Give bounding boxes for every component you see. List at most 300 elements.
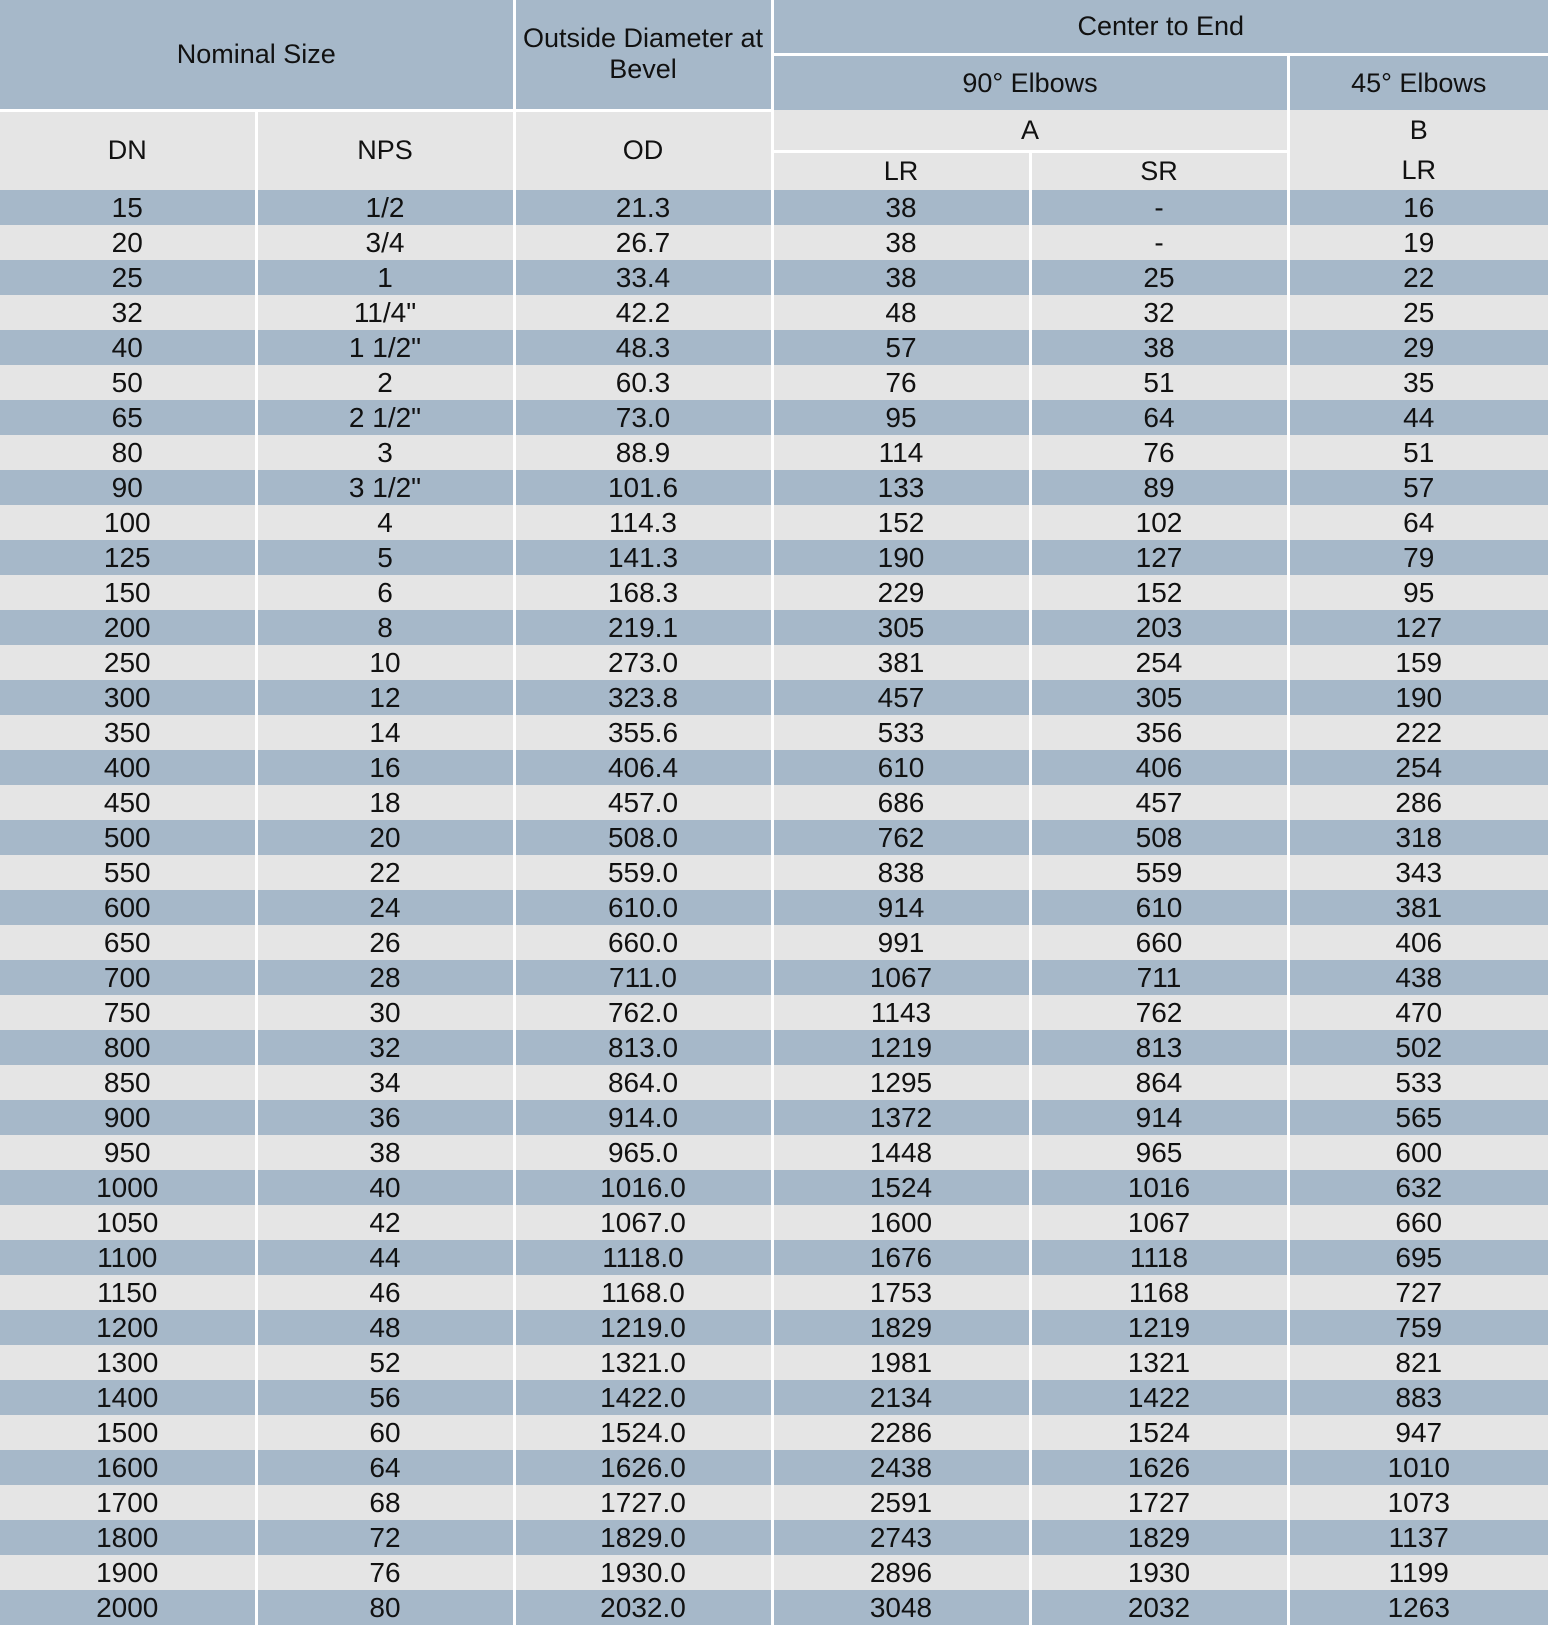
cell-dn: 300 xyxy=(0,680,256,715)
cell-90-lr: 305 xyxy=(772,610,1030,645)
cell-90-lr: 1219 xyxy=(772,1030,1030,1065)
table-row xyxy=(0,260,1548,295)
cell-45-lr: 438 xyxy=(1288,960,1548,995)
cell-45-lr: 1199 xyxy=(1288,1555,1548,1590)
table-header xyxy=(0,0,1548,190)
table-row xyxy=(0,1065,1548,1100)
cell-nps: 30 xyxy=(256,995,514,1030)
cell-45-lr: 759 xyxy=(1288,1310,1548,1345)
cell-od: 711.0 xyxy=(514,960,772,995)
cell-45-lr: 502 xyxy=(1288,1030,1548,1065)
cell-nps: 64 xyxy=(256,1450,514,1485)
cell-nps: 40 xyxy=(256,1170,514,1205)
cell-45-lr: 470 xyxy=(1288,995,1548,1030)
cell-90-sr: 508 xyxy=(1030,820,1288,855)
cell-od: 660.0 xyxy=(514,925,772,960)
table-row xyxy=(0,1345,1548,1380)
table-row xyxy=(0,750,1548,785)
cell-90-sr: 457 xyxy=(1030,785,1288,820)
cell-od: 273.0 xyxy=(514,645,772,680)
cell-od: 114.3 xyxy=(514,505,772,540)
table-row xyxy=(0,645,1548,680)
cell-nps: 16 xyxy=(256,750,514,785)
cell-nps: 20 xyxy=(256,820,514,855)
cell-90-lr: 3048 xyxy=(772,1590,1030,1625)
table-row xyxy=(0,1520,1548,1555)
cell-45-lr: 222 xyxy=(1288,715,1548,750)
cell-45-lr: 64 xyxy=(1288,505,1548,540)
cell-90-lr: 229 xyxy=(772,575,1030,610)
cell-dn: 1000 xyxy=(0,1170,256,1205)
cell-od: 1067.0 xyxy=(514,1205,772,1240)
cell-90-lr: 38 xyxy=(772,225,1030,260)
cell-nps: 22 xyxy=(256,855,514,890)
cell-45-lr: 632 xyxy=(1288,1170,1548,1205)
cell-od: 21.3 xyxy=(514,190,772,225)
cell-od: 88.9 xyxy=(514,435,772,470)
cell-nps: 46 xyxy=(256,1275,514,1310)
table-row xyxy=(0,1240,1548,1275)
cell-90-sr: 1067 xyxy=(1030,1205,1288,1240)
cell-od: 1168.0 xyxy=(514,1275,772,1310)
cell-dn: 40 xyxy=(0,330,256,365)
cell-dn: 900 xyxy=(0,1100,256,1135)
cell-45-lr: 79 xyxy=(1288,540,1548,575)
cell-45-lr: 25 xyxy=(1288,295,1548,330)
header-outside-diameter: Outside Diameter at Bevel xyxy=(514,0,772,110)
table-row xyxy=(0,715,1548,750)
cell-45-lr: 29 xyxy=(1288,330,1548,365)
cell-90-sr: - xyxy=(1030,225,1288,260)
table-row xyxy=(0,505,1548,540)
cell-45-lr: 381 xyxy=(1288,890,1548,925)
table-row xyxy=(0,785,1548,820)
cell-nps: 10 xyxy=(256,645,514,680)
cell-nps: 1 xyxy=(256,260,514,295)
cell-45-lr: 1073 xyxy=(1288,1485,1548,1520)
cell-od: 813.0 xyxy=(514,1030,772,1065)
table-row xyxy=(0,680,1548,715)
cell-dn: 1400 xyxy=(0,1380,256,1415)
header-dn: DN xyxy=(0,110,256,190)
cell-45-lr: 600 xyxy=(1288,1135,1548,1170)
cell-nps: 56 xyxy=(256,1380,514,1415)
cell-dn: 32 xyxy=(0,295,256,330)
cell-90-sr: 127 xyxy=(1030,540,1288,575)
cell-od: 2032.0 xyxy=(514,1590,772,1625)
cell-90-lr: 1676 xyxy=(772,1240,1030,1275)
cell-od: 1016.0 xyxy=(514,1170,772,1205)
table-row xyxy=(0,1380,1548,1415)
table-row xyxy=(0,330,1548,365)
cell-od: 1219.0 xyxy=(514,1310,772,1345)
header-a-sr: SR xyxy=(1030,152,1288,191)
cell-od: 1321.0 xyxy=(514,1345,772,1380)
header-b-lr: LR xyxy=(1288,152,1548,191)
header-center-to-end: Center to End xyxy=(772,0,1548,55)
cell-od: 1524.0 xyxy=(514,1415,772,1450)
header-a: A xyxy=(772,110,1288,152)
cell-od: 406.4 xyxy=(514,750,772,785)
cell-nps: 38 xyxy=(256,1135,514,1170)
cell-dn: 450 xyxy=(0,785,256,820)
cell-nps: 42 xyxy=(256,1205,514,1240)
cell-90-sr: 1524 xyxy=(1030,1415,1288,1450)
cell-90-lr: 48 xyxy=(772,295,1030,330)
cell-90-sr: 1016 xyxy=(1030,1170,1288,1205)
cell-dn: 850 xyxy=(0,1065,256,1100)
cell-dn: 650 xyxy=(0,925,256,960)
table-row xyxy=(0,1555,1548,1590)
cell-dn: 15 xyxy=(0,190,256,225)
cell-nps: 14 xyxy=(256,715,514,750)
cell-od: 48.3 xyxy=(514,330,772,365)
cell-od: 508.0 xyxy=(514,820,772,855)
cell-90-lr: 190 xyxy=(772,540,1030,575)
cell-90-lr: 1143 xyxy=(772,995,1030,1030)
cell-dn: 500 xyxy=(0,820,256,855)
cell-nps: 3 xyxy=(256,435,514,470)
cell-dn: 250 xyxy=(0,645,256,680)
cell-od: 141.3 xyxy=(514,540,772,575)
cell-od: 42.2 xyxy=(514,295,772,330)
table-row xyxy=(0,470,1548,505)
cell-dn: 1300 xyxy=(0,1345,256,1380)
cell-od: 1422.0 xyxy=(514,1380,772,1415)
table-row xyxy=(0,855,1548,890)
cell-dn: 125 xyxy=(0,540,256,575)
cell-nps: 32 xyxy=(256,1030,514,1065)
table-row xyxy=(0,995,1548,1030)
table-row xyxy=(0,1030,1548,1065)
cell-90-lr: 38 xyxy=(772,190,1030,225)
cell-90-lr: 991 xyxy=(772,925,1030,960)
cell-45-lr: 695 xyxy=(1288,1240,1548,1275)
cell-90-sr: 965 xyxy=(1030,1135,1288,1170)
header-b: B xyxy=(1288,110,1548,152)
cell-nps: 5 xyxy=(256,540,514,575)
cell-45-lr: 883 xyxy=(1288,1380,1548,1415)
cell-od: 60.3 xyxy=(514,365,772,400)
cell-90-lr: 2134 xyxy=(772,1380,1030,1415)
cell-45-lr: 16 xyxy=(1288,190,1548,225)
cell-90-sr: 1422 xyxy=(1030,1380,1288,1415)
table-row xyxy=(0,1310,1548,1345)
cell-dn: 200 xyxy=(0,610,256,645)
cell-45-lr: 1137 xyxy=(1288,1520,1548,1555)
cell-90-sr: 914 xyxy=(1030,1100,1288,1135)
cell-dn: 90 xyxy=(0,470,256,505)
cell-45-lr: 727 xyxy=(1288,1275,1548,1310)
cell-90-sr: 64 xyxy=(1030,400,1288,435)
cell-45-lr: 22 xyxy=(1288,260,1548,295)
cell-nps: 28 xyxy=(256,960,514,995)
cell-45-lr: 318 xyxy=(1288,820,1548,855)
cell-nps: 3 1/2" xyxy=(256,470,514,505)
cell-90-sr: 1168 xyxy=(1030,1275,1288,1310)
cell-45-lr: 159 xyxy=(1288,645,1548,680)
cell-90-lr: 95 xyxy=(772,400,1030,435)
cell-dn: 50 xyxy=(0,365,256,400)
cell-45-lr: 51 xyxy=(1288,435,1548,470)
cell-dn: 65 xyxy=(0,400,256,435)
cell-90-lr: 152 xyxy=(772,505,1030,540)
cell-90-sr: 1219 xyxy=(1030,1310,1288,1345)
cell-90-lr: 38 xyxy=(772,260,1030,295)
cell-od: 323.8 xyxy=(514,680,772,715)
table-row xyxy=(0,1485,1548,1520)
table-row xyxy=(0,960,1548,995)
cell-dn: 800 xyxy=(0,1030,256,1065)
cell-nps: 48 xyxy=(256,1310,514,1345)
cell-90-sr: 2032 xyxy=(1030,1590,1288,1625)
cell-90-sr: 1321 xyxy=(1030,1345,1288,1380)
cell-90-lr: 1829 xyxy=(772,1310,1030,1345)
cell-90-sr: 711 xyxy=(1030,960,1288,995)
cell-nps: 3/4 xyxy=(256,225,514,260)
cell-nps: 26 xyxy=(256,925,514,960)
cell-od: 355.6 xyxy=(514,715,772,750)
cell-90-sr: 203 xyxy=(1030,610,1288,645)
cell-nps: 72 xyxy=(256,1520,514,1555)
cell-od: 457.0 xyxy=(514,785,772,820)
cell-45-lr: 127 xyxy=(1288,610,1548,645)
cell-dn: 550 xyxy=(0,855,256,890)
cell-45-lr: 565 xyxy=(1288,1100,1548,1135)
cell-nps: 1 1/2" xyxy=(256,330,514,365)
cell-90-lr: 686 xyxy=(772,785,1030,820)
cell-dn: 750 xyxy=(0,995,256,1030)
cell-90-sr: 51 xyxy=(1030,365,1288,400)
cell-90-lr: 133 xyxy=(772,470,1030,505)
cell-45-lr: 947 xyxy=(1288,1415,1548,1450)
cell-45-lr: 1263 xyxy=(1288,1590,1548,1625)
table-row xyxy=(0,1590,1548,1625)
cell-90-sr: 254 xyxy=(1030,645,1288,680)
cell-90-sr: 1930 xyxy=(1030,1555,1288,1590)
cell-dn: 1150 xyxy=(0,1275,256,1310)
table-row xyxy=(0,190,1548,225)
cell-dn: 600 xyxy=(0,890,256,925)
cell-45-lr: 190 xyxy=(1288,680,1548,715)
header-od: OD xyxy=(514,110,772,190)
cell-od: 1118.0 xyxy=(514,1240,772,1275)
cell-od: 1727.0 xyxy=(514,1485,772,1520)
table-row xyxy=(0,1205,1548,1240)
cell-dn: 350 xyxy=(0,715,256,750)
table-row xyxy=(0,1100,1548,1135)
cell-nps: 6 xyxy=(256,575,514,610)
cell-nps: 60 xyxy=(256,1415,514,1450)
cell-dn: 100 xyxy=(0,505,256,540)
table-row xyxy=(0,1450,1548,1485)
table-row xyxy=(0,435,1548,470)
header-90-elbows: 90° Elbows xyxy=(772,55,1288,111)
cell-nps: 1/2 xyxy=(256,190,514,225)
cell-90-sr: 356 xyxy=(1030,715,1288,750)
cell-dn: 1800 xyxy=(0,1520,256,1555)
cell-90-lr: 1981 xyxy=(772,1345,1030,1380)
cell-od: 1829.0 xyxy=(514,1520,772,1555)
cell-dn: 1700 xyxy=(0,1485,256,1520)
cell-nps: 52 xyxy=(256,1345,514,1380)
cell-nps: 24 xyxy=(256,890,514,925)
cell-45-lr: 57 xyxy=(1288,470,1548,505)
cell-45-lr: 44 xyxy=(1288,400,1548,435)
cell-90-lr: 1448 xyxy=(772,1135,1030,1170)
cell-od: 965.0 xyxy=(514,1135,772,1170)
cell-od: 610.0 xyxy=(514,890,772,925)
cell-nps: 2 xyxy=(256,365,514,400)
table-row xyxy=(0,540,1548,575)
table-row xyxy=(0,1275,1548,1310)
cell-90-sr: 102 xyxy=(1030,505,1288,540)
table-row xyxy=(0,225,1548,260)
cell-90-sr: 1727 xyxy=(1030,1485,1288,1520)
cell-90-sr: 610 xyxy=(1030,890,1288,925)
cell-nps: 68 xyxy=(256,1485,514,1520)
cell-90-sr: 32 xyxy=(1030,295,1288,330)
cell-90-sr: 762 xyxy=(1030,995,1288,1030)
cell-90-lr: 457 xyxy=(772,680,1030,715)
cell-dn: 1900 xyxy=(0,1555,256,1590)
cell-nps: 11/4" xyxy=(256,295,514,330)
cell-90-sr: 38 xyxy=(1030,330,1288,365)
cell-90-lr: 114 xyxy=(772,435,1030,470)
cell-od: 168.3 xyxy=(514,575,772,610)
cell-od: 1626.0 xyxy=(514,1450,772,1485)
cell-90-lr: 1600 xyxy=(772,1205,1030,1240)
cell-od: 864.0 xyxy=(514,1065,772,1100)
cell-dn: 700 xyxy=(0,960,256,995)
cell-45-lr: 286 xyxy=(1288,785,1548,820)
table-row xyxy=(0,890,1548,925)
cell-45-lr: 1010 xyxy=(1288,1450,1548,1485)
cell-90-sr: 813 xyxy=(1030,1030,1288,1065)
cell-nps: 76 xyxy=(256,1555,514,1590)
cell-90-lr: 2743 xyxy=(772,1520,1030,1555)
table-row xyxy=(0,1170,1548,1205)
cell-dn: 1200 xyxy=(0,1310,256,1345)
cell-45-lr: 35 xyxy=(1288,365,1548,400)
table-row xyxy=(0,295,1548,330)
cell-90-lr: 1753 xyxy=(772,1275,1030,1310)
cell-90-sr: 864 xyxy=(1030,1065,1288,1100)
cell-nps: 8 xyxy=(256,610,514,645)
cell-nps: 44 xyxy=(256,1240,514,1275)
cell-90-lr: 2286 xyxy=(772,1415,1030,1450)
cell-90-sr: 76 xyxy=(1030,435,1288,470)
cell-90-lr: 838 xyxy=(772,855,1030,890)
cell-od: 101.6 xyxy=(514,470,772,505)
cell-90-sr: 305 xyxy=(1030,680,1288,715)
cell-90-sr: 152 xyxy=(1030,575,1288,610)
cell-90-sr: 1118 xyxy=(1030,1240,1288,1275)
cell-45-lr: 821 xyxy=(1288,1345,1548,1380)
cell-nps: 80 xyxy=(256,1590,514,1625)
cell-dn: 2000 xyxy=(0,1590,256,1625)
cell-nps: 4 xyxy=(256,505,514,540)
table-row xyxy=(0,1415,1548,1450)
cell-45-lr: 406 xyxy=(1288,925,1548,960)
cell-dn: 1050 xyxy=(0,1205,256,1240)
cell-dn: 150 xyxy=(0,575,256,610)
table-row xyxy=(0,575,1548,610)
table-row xyxy=(0,610,1548,645)
cell-nps: 34 xyxy=(256,1065,514,1100)
table-row xyxy=(0,925,1548,960)
cell-90-lr: 1524 xyxy=(772,1170,1030,1205)
cell-90-lr: 2896 xyxy=(772,1555,1030,1590)
cell-nps: 2 1/2" xyxy=(256,400,514,435)
table-body xyxy=(0,190,1548,1625)
cell-90-lr: 57 xyxy=(772,330,1030,365)
cell-nps: 36 xyxy=(256,1100,514,1135)
cell-od: 73.0 xyxy=(514,400,772,435)
cell-45-lr: 19 xyxy=(1288,225,1548,260)
cell-90-lr: 2438 xyxy=(772,1450,1030,1485)
cell-45-lr: 660 xyxy=(1288,1205,1548,1240)
cell-dn: 1500 xyxy=(0,1415,256,1450)
cell-90-lr: 1295 xyxy=(772,1065,1030,1100)
cell-dn: 1600 xyxy=(0,1450,256,1485)
cell-90-lr: 914 xyxy=(772,890,1030,925)
cell-dn: 950 xyxy=(0,1135,256,1170)
cell-90-sr: - xyxy=(1030,190,1288,225)
table-row xyxy=(0,1135,1548,1170)
cell-90-sr: 559 xyxy=(1030,855,1288,890)
cell-90-sr: 89 xyxy=(1030,470,1288,505)
cell-od: 33.4 xyxy=(514,260,772,295)
cell-90-lr: 2591 xyxy=(772,1485,1030,1520)
cell-90-sr: 406 xyxy=(1030,750,1288,785)
cell-dn: 20 xyxy=(0,225,256,260)
header-nominal-size: Nominal Size xyxy=(0,0,514,110)
cell-dn: 25 xyxy=(0,260,256,295)
cell-od: 26.7 xyxy=(514,225,772,260)
cell-90-sr: 25 xyxy=(1030,260,1288,295)
table-row xyxy=(0,820,1548,855)
cell-od: 219.1 xyxy=(514,610,772,645)
cell-90-lr: 762 xyxy=(772,820,1030,855)
cell-90-lr: 381 xyxy=(772,645,1030,680)
table-row xyxy=(0,365,1548,400)
table-row xyxy=(0,400,1548,435)
cell-90-lr: 1067 xyxy=(772,960,1030,995)
cell-od: 1930.0 xyxy=(514,1555,772,1590)
cell-dn: 80 xyxy=(0,435,256,470)
cell-90-sr: 1829 xyxy=(1030,1520,1288,1555)
cell-45-lr: 95 xyxy=(1288,575,1548,610)
cell-90-lr: 610 xyxy=(772,750,1030,785)
cell-90-sr: 660 xyxy=(1030,925,1288,960)
cell-90-lr: 1372 xyxy=(772,1100,1030,1135)
cell-90-lr: 76 xyxy=(772,365,1030,400)
cell-nps: 12 xyxy=(256,680,514,715)
cell-45-lr: 343 xyxy=(1288,855,1548,890)
cell-90-lr: 533 xyxy=(772,715,1030,750)
cell-45-lr: 254 xyxy=(1288,750,1548,785)
cell-dn: 1100 xyxy=(0,1240,256,1275)
header-nps: NPS xyxy=(256,110,514,190)
cell-nps: 18 xyxy=(256,785,514,820)
cell-od: 914.0 xyxy=(514,1100,772,1135)
header-a-lr: LR xyxy=(772,152,1030,191)
cell-od: 762.0 xyxy=(514,995,772,1030)
cell-90-sr: 1626 xyxy=(1030,1450,1288,1485)
cell-45-lr: 533 xyxy=(1288,1065,1548,1100)
cell-dn: 400 xyxy=(0,750,256,785)
